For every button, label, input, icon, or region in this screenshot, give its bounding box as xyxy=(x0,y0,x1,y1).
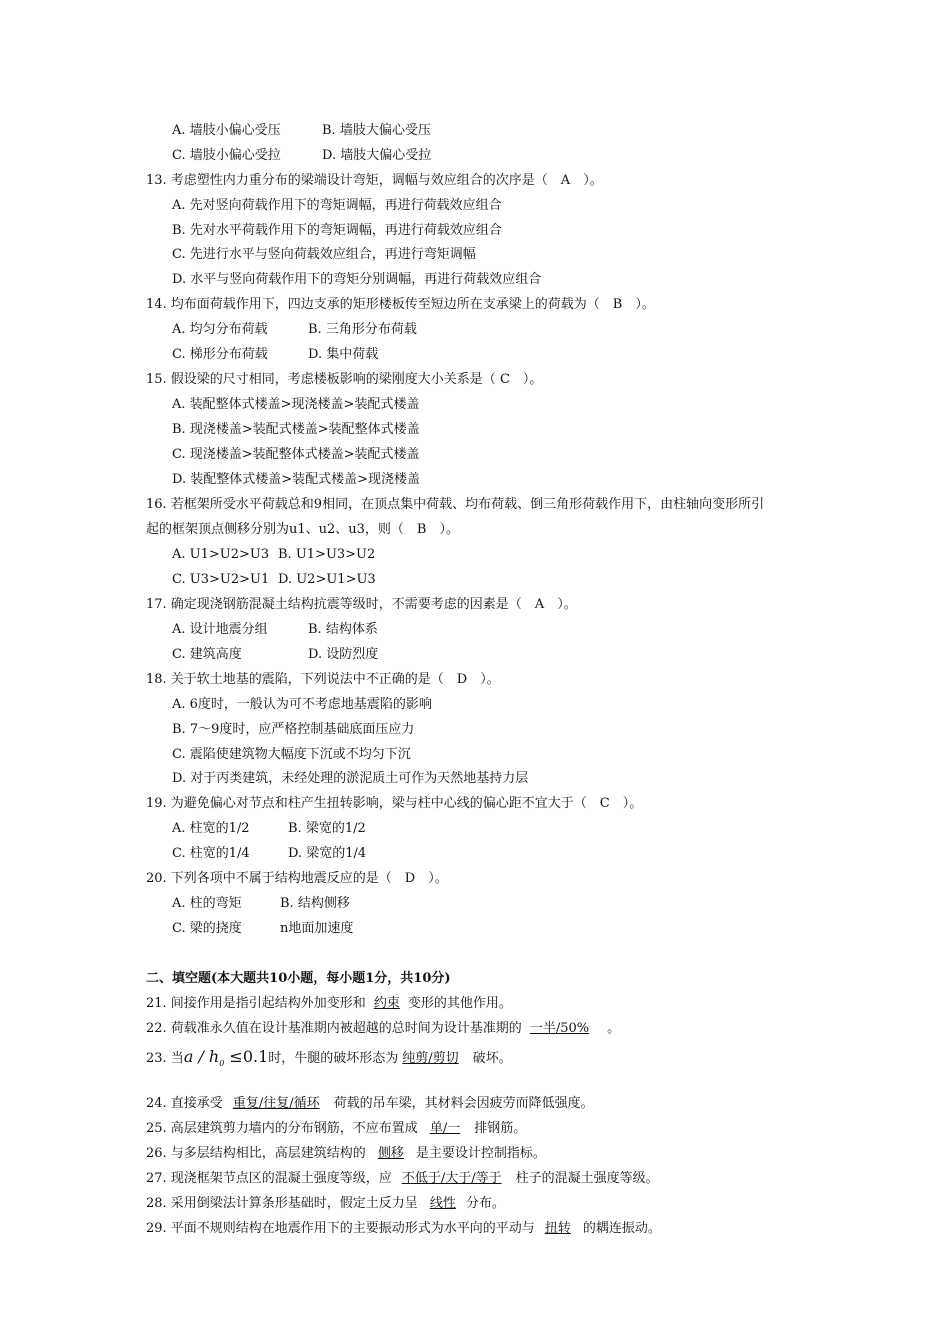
q26-answer: 侧移 xyxy=(377,1146,404,1161)
q28-fill xyxy=(146,1195,505,1213)
q23-formula-h: h xyxy=(208,1047,220,1066)
q12-option-d: D. 墙肢大偏心受拉 xyxy=(322,148,432,163)
q23-text-mid: 时，牛腿的破坏形态为 xyxy=(268,1051,399,1066)
q13-question: 13. 考虑塑性内力重分布的梁端设计弯矩，调幅与效应组合的次序是（ A ）。 xyxy=(146,173,603,188)
q14-option-c: C. 梯形分布荷载 xyxy=(172,347,268,362)
q14-option-row-1 xyxy=(172,321,417,339)
q29-fill xyxy=(146,1220,661,1238)
q25-answer: 单/一 xyxy=(429,1121,461,1136)
q17-option-c: C. 建筑高度 xyxy=(172,647,242,662)
q22-text-pre: 22. 荷载准永久值在设计基准期内被超越的总时间为设计基准期的 xyxy=(146,1021,522,1036)
q23-formula-slash: / xyxy=(193,1047,209,1066)
q27-text-post: 柱子的混凝土强度等级。 xyxy=(515,1171,659,1186)
q28-text-post: 分布。 xyxy=(465,1196,505,1211)
q18-option-b: B. 7～9度时，应严格控制基础底面压应力 xyxy=(172,722,415,737)
q14-option-b: B. 三角形分布荷载 xyxy=(308,322,417,337)
q23-answer: 纯剪/剪切 xyxy=(402,1051,459,1066)
q18-question: 18. 关于软土地基的震陷，下列说法中不正确的是（ D ）。 xyxy=(146,672,500,687)
q13-option-b: B. 先对水平荷载作用下的弯矩调幅，再进行荷载效应组合 xyxy=(172,223,502,238)
q20-option-c: C. 梁的挠度 xyxy=(172,921,242,936)
q20-option-b: B. 结构侧移 xyxy=(280,896,350,911)
q22-text-post: 。 xyxy=(607,1021,621,1036)
q17-option-row-2 xyxy=(172,646,379,664)
q15-option-b: B. 现浇楼盖>装配式楼盖>装配整体式楼盖 xyxy=(172,422,420,437)
q28-text-pre: 28. 采用倒梁法计算条形基础时，假定土反力呈 xyxy=(146,1196,418,1211)
q16-option-a: A. U1>U2>U3 xyxy=(172,547,270,562)
q27-answer: 不低于/大于/等于 xyxy=(401,1171,502,1186)
q13-option-a: A. 先对竖向荷载作用下的弯矩调幅，再进行荷载效应组合 xyxy=(172,198,502,213)
q19-option-a: A. 柱宽的1/2 xyxy=(172,821,250,836)
q23-formula-sub: 0 xyxy=(219,1059,225,1069)
q20-option-a: A. 柱的弯矩 xyxy=(172,896,242,911)
q25-text-post: 排钢筋。 xyxy=(474,1121,527,1136)
q17-question: 17. 确定现浇钢筋混凝土结构抗震等级时，不需要考虑的因素是（ A ）。 xyxy=(146,597,577,612)
q26-text-post: 是主要设计控制指标。 xyxy=(415,1146,546,1161)
q27-text-pre: 27. 现浇框架节点区的混凝土强度等级，应 xyxy=(146,1171,392,1186)
q23-text-pre: 23. 当 xyxy=(146,1051,184,1066)
q15-option-d: D. 装配整体式楼盖>装配式楼盖>现浇楼盖 xyxy=(172,472,421,487)
q16-question-line-1: 16. 若框架所受水平荷载总和9相同，在顶点集中荷载、均布荷载、倒三角形荷载作用下，由柱轴向变形所引 xyxy=(146,497,765,512)
q19-question: 19. 为避免偏心对节点和柱产生扭转影响，梁与柱中心线的偏心距不宜大于（ C ）。 xyxy=(146,796,643,811)
q17-option-d: D. 设防烈度 xyxy=(308,647,379,662)
q16-option-d: D. U2>U1>U3 xyxy=(278,572,376,587)
q13-option-c: C. 先进行水平与竖向荷载效应组合，再进行弯矩调幅 xyxy=(172,247,476,262)
q23-formula-a: a xyxy=(183,1047,194,1066)
q26-fill xyxy=(146,1145,546,1163)
q21-text-post: 变形的其他作用。 xyxy=(407,996,512,1011)
q18-option-a: A. 6度时，一般认为可不考虑地基震陷的影响 xyxy=(172,697,432,712)
q17-option-row-1 xyxy=(172,621,378,639)
q21-text-pre: 21. 间接作用是指引起结构外加变形和 xyxy=(146,996,366,1011)
q20-option-row-2 xyxy=(172,920,354,938)
q18-option-c: C. 震陷使建筑物大幅度下沉或不均匀下沉 xyxy=(172,747,411,762)
q22-answer: 一半/50% xyxy=(529,1021,590,1036)
q29-text-post: 的耦连振动。 xyxy=(582,1221,661,1236)
q25-fill xyxy=(146,1120,526,1138)
q18-option-d: D. 对于丙类建筑，未经处理的淤泥质土可作为天然地基持力层 xyxy=(172,771,529,786)
q23-text-post: 破坏。 xyxy=(472,1051,512,1066)
q16-question-line-2: 起的框架顶点侧移分别为u1、u2、u3，则（ B ）。 xyxy=(146,522,459,537)
q15-option-c: C. 现浇楼盖>装配整体式楼盖>装配式楼盖 xyxy=(172,447,420,462)
q16-option-c: C. U3>U2>U1 xyxy=(172,572,270,587)
q20-option-d: n地面加速度 xyxy=(280,921,354,936)
q28-answer: 线性 xyxy=(429,1196,456,1211)
q27-fill xyxy=(146,1170,659,1188)
q29-answer: 扭转 xyxy=(544,1221,571,1236)
q14-option-row-2 xyxy=(172,346,379,364)
q29-text-pre: 29. 平面不规则结构在地震作用下的主要振动形式为水平向的平动与 xyxy=(146,1221,535,1236)
q24-answer: 重复/往复/循环 xyxy=(232,1096,320,1111)
q21-answer: 约束 xyxy=(373,996,400,1011)
q20-option-row-1 xyxy=(172,895,350,913)
q19-option-b: B. 梁宽的1/2 xyxy=(288,821,366,836)
q19-option-row-1 xyxy=(172,820,366,838)
q12-option-row-2 xyxy=(172,147,432,165)
q24-text-post: 荷载的吊车梁，其材料会因疲劳而降低强度。 xyxy=(333,1096,594,1111)
q17-option-a: A. 设计地震分组 xyxy=(172,622,268,637)
q14-option-d: D. 集中荷载 xyxy=(308,347,379,362)
q23-formula-rel: ≤0.1 xyxy=(229,1047,269,1066)
q19-option-c: C. 柱宽的1/4 xyxy=(172,846,250,861)
q12-option-row-1 xyxy=(172,122,431,140)
q14-question: 14. 均布面荷载作用下，四边支承的矩形楼板传至短边所在支承梁上的荷载为（ B ）。 xyxy=(146,297,655,312)
q24-text-pre: 24. 直接承受 xyxy=(146,1096,223,1111)
q19-option-d: D. 梁宽的1/4 xyxy=(288,846,367,861)
q17-option-b: B. 结构体系 xyxy=(308,622,378,637)
q16-option-row-1 xyxy=(172,546,376,564)
q12-option-c: C. 墙肢小偏心受拉 xyxy=(172,148,281,163)
q13-option-d: D. 水平与竖向荷载作用下的弯矩分别调幅，再进行荷载效应组合 xyxy=(172,272,542,287)
q15-question: 15. 假设梁的尺寸相同，考虑楼板影响的梁刚度大小关系是（ C ）。 xyxy=(146,372,543,387)
q15-option-a: A. 装配整体式楼盖>现浇楼盖>装配式楼盖 xyxy=(172,397,420,412)
q25-text-pre: 25. 高层建筑剪力墙内的分布钢筋，不应布置成 xyxy=(146,1121,418,1136)
q12-option-b: B. 墙肢大偏心受压 xyxy=(322,123,431,138)
q12-option-a: A. 墙肢小偏心受压 xyxy=(172,123,281,138)
q24-fill xyxy=(146,1095,594,1113)
q19-option-row-2 xyxy=(172,845,367,863)
q16-option-row-2 xyxy=(172,571,376,589)
q26-text-pre: 26. 与多层结构相比，高层建筑结构的 xyxy=(146,1146,366,1161)
q16-option-b: B. U1>U3>U2 xyxy=(278,547,376,562)
q23-formula xyxy=(183,1047,269,1069)
q22-fill xyxy=(146,1020,620,1038)
section-fill-in-title: 二、填空题(本大题共10小题，每小题1分，共10分) xyxy=(146,971,451,986)
q23-fill xyxy=(146,1046,512,1075)
q20-question: 20. 下列各项中不属于结构地震反应的是（ D ）。 xyxy=(146,871,448,886)
q14-option-a: A. 均匀分布荷载 xyxy=(172,322,268,337)
q21-fill xyxy=(146,995,512,1013)
